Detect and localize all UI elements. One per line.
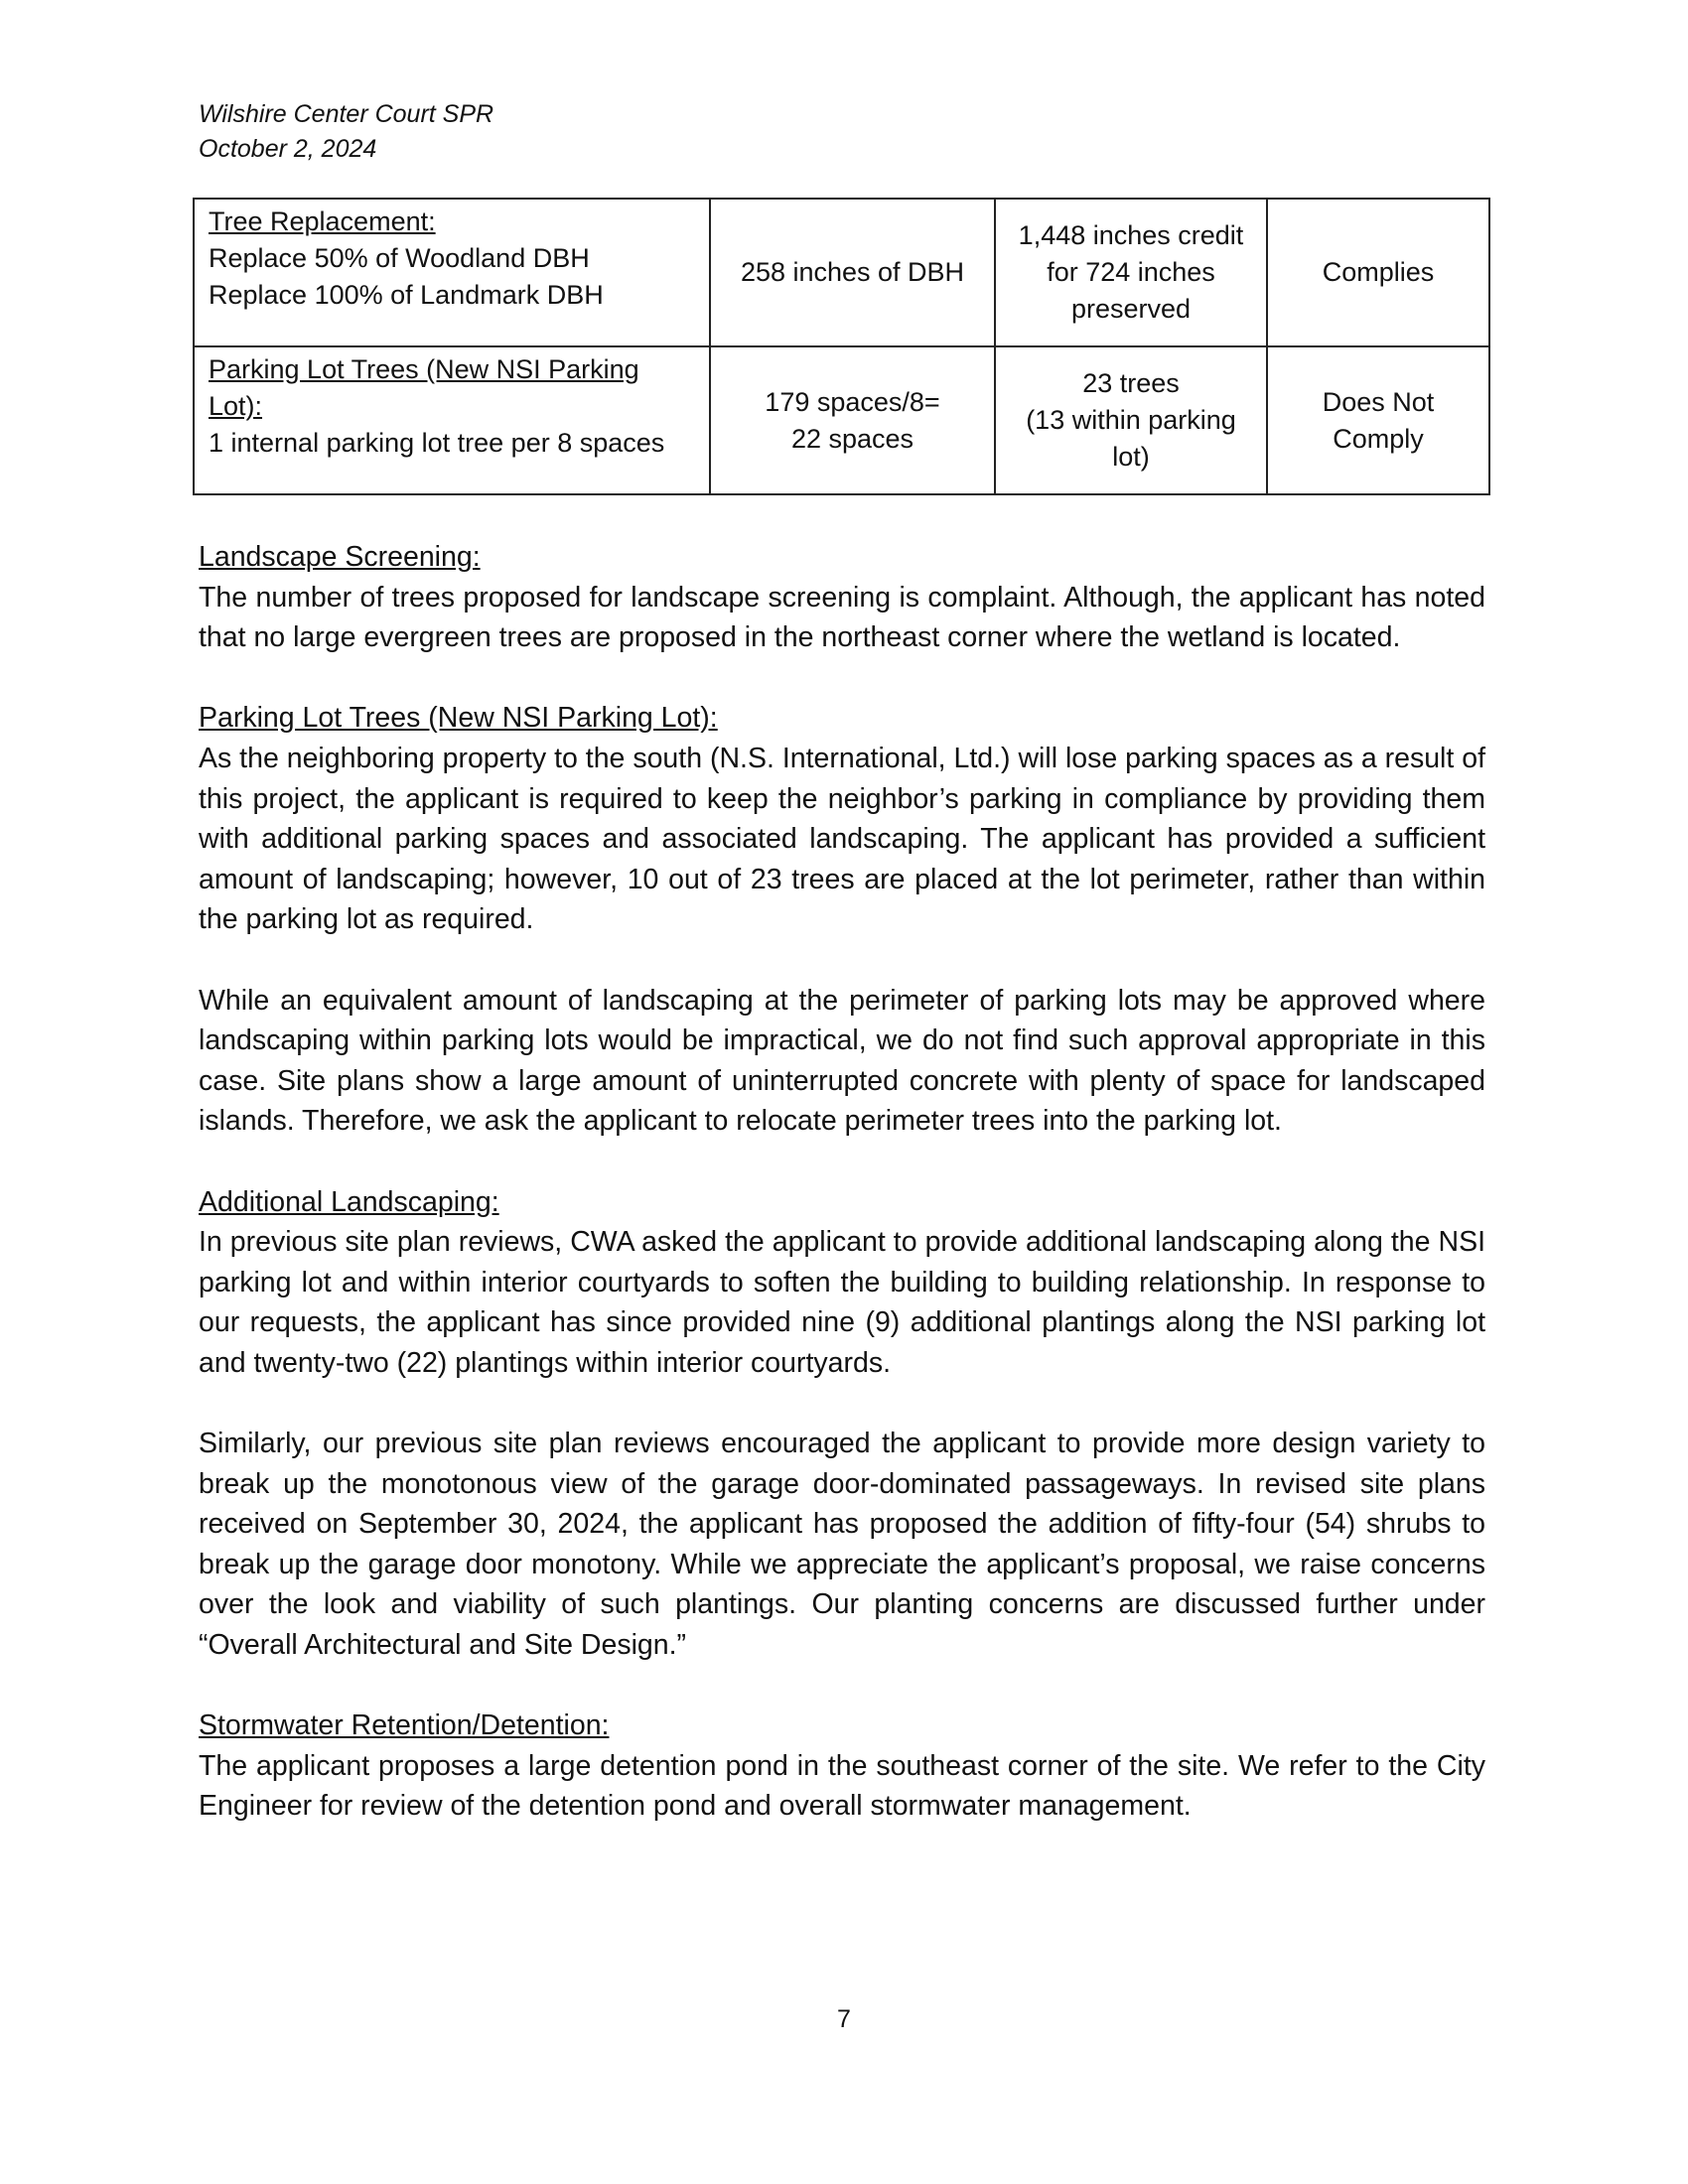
document-body: [199, 537, 1485, 1867]
provided-value: (13 within parking: [1026, 405, 1236, 435]
provided-value: lot): [1112, 442, 1150, 472]
required-value: 258 inches of DBH: [740, 257, 965, 287]
section-heading: Parking Lot Trees (New NSI Parking Lot):: [199, 702, 718, 735]
page-number: 7: [837, 2005, 851, 2033]
section-paragraph: While an equivalent amount of landscaping at the perimeter of parking lots may be approved where landscaping within parking lots would be impractical, we do not find such approval appropriate in this case. Site plans show a large amount of uninterrupted concrete with plenty of space for landscaped islands. Therefore, we ask the applicant to relocate perimeter trees into the parking lot.: [199, 984, 1485, 1138]
table-row: [194, 346, 1489, 494]
requirement-line: Replace 50% of Woodland DBH: [209, 243, 590, 273]
section-stormwater: [199, 1706, 1485, 1827]
section-paragraph: Similarly, our previous site plan reviews encouraged the applicant to provide more design variety to break up the monotonous view of the garage door-dominated passageways. In revised site plans received on September 30, 2024, the applicant has proposed the addition of fifty-four (54) shrubs to break up the garage door monotony. While we appreciate the applicant’s proposal, we raise concerns over the look and viability of such plantings. Our planting concerns are discussed further under “Overall Architectural and Site Design.”: [199, 1428, 1485, 1662]
header-date: October 2, 2024: [199, 135, 377, 163]
section-heading: Additional Landscaping:: [199, 1185, 499, 1218]
section-heading: Landscape Screening:: [199, 541, 481, 573]
status-value: Complies: [1322, 257, 1435, 287]
required-cell: [710, 199, 995, 346]
section-paragraph: The applicant proposes a large detention pond in the southeast corner of the site. We refer to the City Engineer for review of the detention pond and overall stormwater management.: [199, 1749, 1485, 1823]
status-cell: [1267, 346, 1489, 494]
required-cell: [710, 346, 995, 494]
section-heading: Stormwater Retention/Detention:: [199, 1709, 610, 1742]
required-value: 179 spaces/8=: [765, 386, 940, 417]
status-value: Comply: [1333, 423, 1424, 454]
provided-value: 1,448 inches credit: [1018, 220, 1244, 250]
provided-cell: [995, 346, 1267, 494]
requirement-cell: [194, 199, 710, 346]
provided-value: 23 trees: [1082, 368, 1180, 398]
requirement-line: 1 internal parking lot tree per 8 spaces: [209, 428, 665, 458]
requirement-line: Replace 100% of Landmark DBH: [209, 280, 604, 310]
provided-value: for 724 inches: [1047, 257, 1215, 287]
provided-cell: [995, 199, 1267, 346]
required-value: 22 spaces: [790, 423, 914, 454]
requirement-cell: [194, 346, 710, 494]
requirements-table: [193, 198, 1490, 495]
table-row: [194, 199, 1489, 346]
status-value: Does Not: [1322, 386, 1435, 417]
status-cell: [1267, 199, 1489, 346]
provided-value: preserved: [1070, 294, 1192, 324]
section-paragraph: The number of trees proposed for landscape screening is complaint. Although, the applicant has noted that no large evergreen trees are proposed in the northeast corner where the wetland is located.: [199, 581, 1485, 654]
requirement-title: Parking Lot Trees (New NSI Parking Lot):: [209, 354, 639, 421]
header-project-title: Wilshire Center Court SPR: [199, 100, 494, 128]
section-landscape-screening: [199, 537, 1485, 658]
section-additional-landscaping: [199, 1182, 1485, 1666]
document-header: [199, 97, 493, 167]
section-parking-lot-trees: [199, 698, 1485, 1142]
section-paragraph: In previous site plan reviews, CWA asked the applicant to provide additional landscaping along the NSI parking lot and within interior courtyards to soften the building to building relationship. In response to our requests, the applicant has since provided nine (9) additional plantings along the NSI parking lot and twenty-two (22) plantings within interior courtyards.: [199, 1226, 1485, 1379]
requirement-title: Tree Replacement:: [209, 206, 436, 236]
section-paragraph: As the neighboring property to the south (N.S. International, Ltd.) will lose parking spaces as a result of this project, the applicant is required to keep the neighbor’s parking in compliance by providing them with additional parking spaces and associated landscaping. The applicant has provided a sufficient amount of landscaping; however, 10 out of 23 trees are placed at the lot perimeter, rather than within the parking lot as required.: [199, 742, 1485, 936]
